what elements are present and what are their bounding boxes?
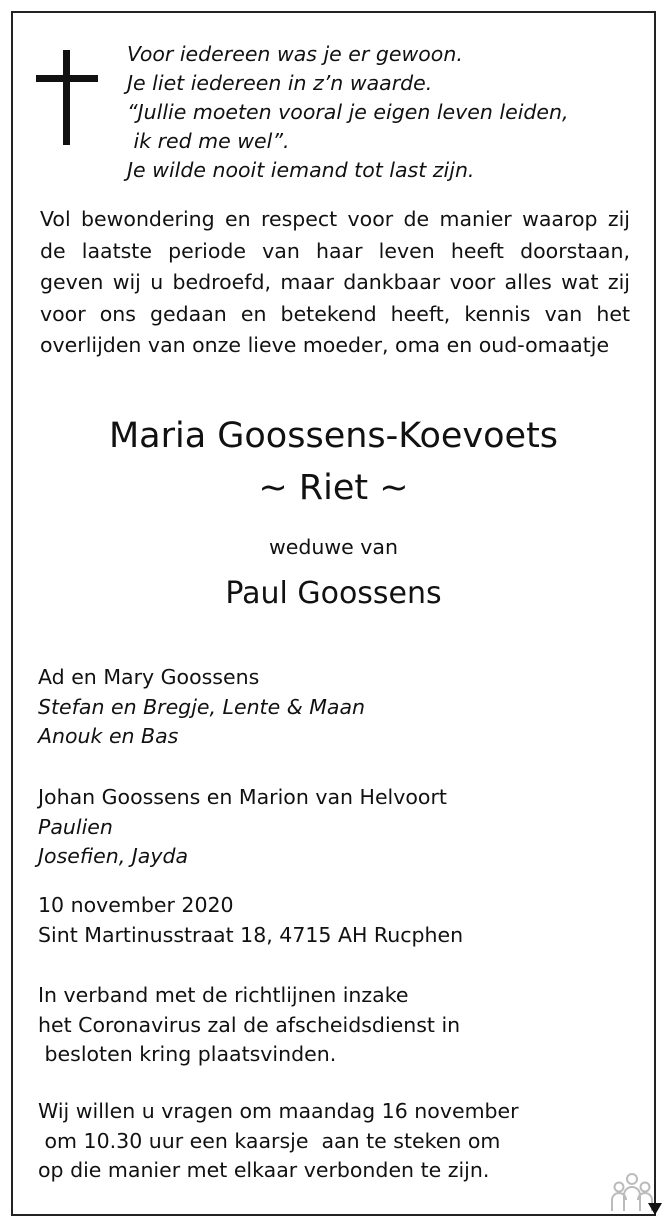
deceased-name: Maria Goossens-Koevoets [108, 416, 559, 456]
candle-line: Wij willen u vragen om maandag 16 november [38, 1099, 519, 1123]
candle-request [38, 1097, 519, 1186]
family-head: Johan Goossens en Marion van Helvoort [38, 785, 447, 809]
family-group-1 [38, 663, 365, 752]
notice-date: 10 november 2020 [38, 893, 234, 917]
poem-line: Je wilde nooit iemand tot last zijn. [127, 158, 475, 182]
corona-line: In verband met de richtlijnen inzake [38, 983, 409, 1007]
poem-line: “Jullie moeten vooral je eigen leven leiden, [127, 100, 569, 124]
corona-line: het Coronavirus zal de afscheidsdienst in [38, 1012, 461, 1037]
latin-cross-icon [36, 50, 98, 145]
family-line: Josefien, Jayda [38, 844, 189, 868]
husband-name: Paul Goossens [225, 576, 442, 611]
family-group-2 [38, 783, 447, 872]
intro-text: Vol bewondering en respect voor de manier waarop zij de laatste periode van haar leven heeft doorstaan, geven wij u bedroefd, maar dankbaar voor alles wat zij voor ons gedaan en betekend heeft, kennis van het overlijden van onze lieve moeder, oma en oud-omaatje [40, 207, 630, 357]
poem-line: Je liet iedereen in z’n waarde. [127, 71, 433, 95]
candle-line: op die manier met elkaar verbonden te zijn. [38, 1158, 490, 1182]
candle-line: om 10.30 uur een kaarsje aan te steken om [38, 1128, 501, 1153]
corona-line: besloten kring plaatsvinden. [38, 1042, 337, 1066]
poem-line: Voor iedereen was je er gewoon. [127, 42, 463, 66]
poem-line: ik red me wel”. [127, 129, 290, 153]
family-head: Ad en Mary Goossens [38, 665, 260, 689]
widow-of-label: weduwe van [269, 535, 398, 559]
family-line: Stefan en Bregje, Lente & Maan [38, 694, 366, 719]
date-address [38, 891, 463, 950]
corona-notice [38, 981, 460, 1070]
family-line: Anouk en Bas [38, 724, 179, 748]
triangle-down-icon[interactable] [648, 1203, 662, 1215]
family-line: Paulien [38, 814, 113, 839]
deceased-nickname: ~ Riet ~ [258, 468, 409, 508]
notice-address: Sint Martinusstraat 18, 4715 AH Rucphen [38, 922, 464, 947]
poem [127, 40, 569, 185]
